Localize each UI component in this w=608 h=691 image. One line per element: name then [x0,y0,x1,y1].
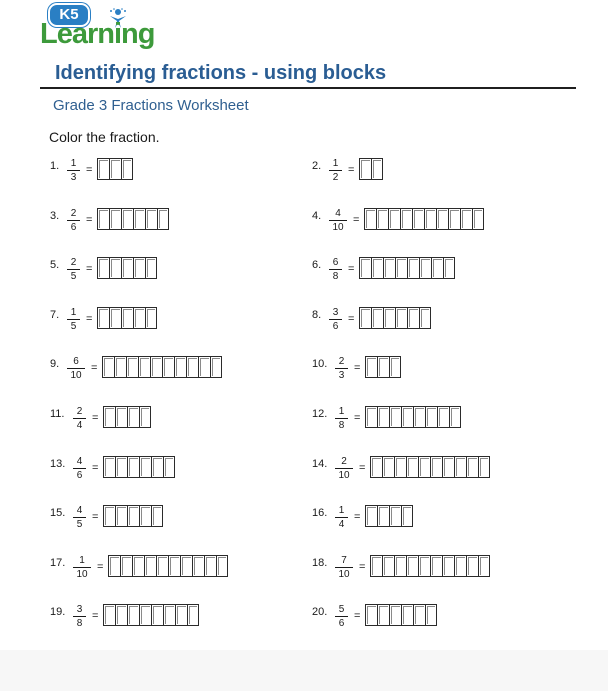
fraction-numerator: 6 [67,356,85,369]
fraction-blocks [103,604,199,626]
fraction-block[interactable] [388,208,400,230]
fraction-block[interactable] [97,158,109,180]
fraction-block[interactable] [174,356,186,378]
fraction-block[interactable] [407,257,419,279]
fraction [73,604,86,629]
fraction-block[interactable] [394,555,406,577]
fraction-block[interactable] [419,307,431,329]
fraction-block[interactable] [157,208,169,230]
fraction-block[interactable] [127,456,139,478]
fraction-block[interactable] [394,456,406,478]
fraction-numerator: 1 [73,555,91,568]
fraction-block[interactable] [114,356,126,378]
fraction-block[interactable] [186,356,198,378]
fraction-block[interactable] [442,456,454,478]
fraction-block[interactable] [448,208,460,230]
fraction-numerator: 4 [73,505,86,518]
equals-sign: = [91,362,98,375]
fraction-block[interactable] [163,456,175,478]
fraction-block[interactable] [162,356,174,378]
fraction-numerator: 2 [67,208,80,221]
fraction-block[interactable] [425,406,437,428]
fraction-block[interactable] [168,555,180,577]
fraction-block[interactable] [449,406,461,428]
fraction-block[interactable] [139,505,151,527]
fraction-block[interactable] [138,356,150,378]
problem-number: 11. [50,408,65,420]
fraction-denominator: 6 [332,320,339,332]
fraction-block[interactable] [359,307,371,329]
fraction [73,406,86,431]
fraction-block[interactable] [97,307,109,329]
fraction-denominator: 6 [76,469,83,481]
fraction-numerator: 1 [335,406,348,419]
fraction-blocks [365,356,401,378]
fraction-block[interactable] [364,208,376,230]
fraction-block[interactable] [430,456,442,478]
fraction-blocks [370,555,490,577]
fraction [335,505,348,530]
fraction [329,158,342,183]
fraction [329,208,347,233]
fraction-block[interactable] [132,555,144,577]
equals-sign: = [86,213,93,226]
fraction-block[interactable] [198,356,210,378]
fraction-block[interactable] [145,257,157,279]
fraction-block[interactable] [371,257,383,279]
fraction-block[interactable] [454,456,466,478]
page-title: Identifying fractions - using blocks [55,62,387,84]
fraction-block[interactable] [121,257,133,279]
fraction-block[interactable] [150,356,162,378]
problem-number: 6. [312,259,322,272]
fraction [335,456,353,481]
fraction-blocks [103,406,151,428]
fraction-block[interactable] [365,604,377,626]
fraction-block[interactable] [163,604,175,626]
fraction-block[interactable] [103,406,115,428]
fraction-numerator: 6 [329,257,342,270]
fraction-block[interactable] [102,356,114,378]
problem-number: 14. [312,457,328,470]
fraction-denominator: 10 [338,469,350,481]
fraction-block[interactable] [389,356,401,378]
fraction-numerator: 2 [335,356,348,369]
fraction-blocks [359,257,455,279]
fraction-blocks [103,505,163,527]
equals-sign: = [92,461,99,474]
fraction-block[interactable] [133,208,145,230]
fraction-denominator: 6 [70,221,77,233]
fraction-block[interactable] [192,555,204,577]
fraction-denominator: 6 [338,618,345,630]
fraction-block[interactable] [431,257,443,279]
equals-sign: = [92,412,99,424]
fraction [329,257,342,282]
fraction-block[interactable] [204,555,216,577]
fraction-numerator: 1 [329,158,342,171]
fraction-denominator: 4 [76,420,83,431]
fraction-numerator: 7 [335,555,353,568]
fraction-block[interactable] [454,555,466,577]
fraction-block[interactable] [108,555,120,577]
fraction-block[interactable] [425,604,437,626]
fraction-block[interactable] [383,257,395,279]
problem-number: 17. [50,556,66,569]
problem-number: 8. [312,308,322,321]
fraction-block[interactable] [401,604,413,626]
fraction-block[interactable] [115,406,127,428]
equals-sign: = [348,164,355,176]
fraction-block[interactable] [139,456,151,478]
fraction-block[interactable] [127,604,139,626]
fraction [73,505,86,530]
fraction-block[interactable] [133,257,145,279]
fraction-block[interactable] [109,257,121,279]
fraction-block[interactable] [472,208,484,230]
equals-sign: = [353,213,360,226]
equals-sign: = [86,263,93,276]
fraction [335,555,353,580]
fraction-block[interactable] [365,505,377,527]
fraction-block[interactable] [145,208,157,230]
fraction-block[interactable] [180,555,192,577]
fraction-denominator: 5 [70,320,77,332]
fraction-block[interactable] [389,406,401,428]
fraction-block[interactable] [115,604,127,626]
fraction-blocks [97,208,169,230]
fraction-block[interactable] [376,208,388,230]
fraction-blocks [97,257,157,279]
fraction-block[interactable] [121,307,133,329]
page-bottom-margin [0,650,608,691]
fraction-block[interactable] [407,307,419,329]
fraction-denominator: 8 [332,271,339,283]
fraction-block[interactable] [406,555,418,577]
fraction-block[interactable] [418,456,430,478]
problem-number: 16. [312,507,328,520]
fraction-blocks [103,456,175,478]
fraction-denominator: 10 [332,221,344,233]
equals-sign: = [354,511,361,524]
fraction-block[interactable] [437,406,449,428]
problem-number: 5. [50,259,60,272]
fraction-block[interactable] [395,257,407,279]
equals-sign: = [348,263,355,276]
fraction-blocks [364,208,484,230]
logo-badge: K5 [48,3,90,27]
fraction [67,158,80,183]
fraction-block[interactable] [151,604,163,626]
equals-sign: = [359,461,366,474]
problem-number: 1. [50,160,60,172]
problem-number: 13. [50,457,66,470]
fraction-block[interactable] [430,555,442,577]
fraction-blocks [97,307,157,329]
fraction-block[interactable] [144,555,156,577]
fraction-denominator: 10 [76,568,88,580]
fraction-denominator: 10 [70,370,82,382]
fraction-block[interactable] [120,555,132,577]
fraction-block[interactable] [139,604,151,626]
fraction-block[interactable] [103,456,115,478]
fraction-block[interactable] [216,555,228,577]
fraction-block[interactable] [370,456,382,478]
title-divider [40,87,576,89]
fraction-blocks [108,555,228,577]
fraction-denominator: 3 [70,172,77,183]
fraction-numerator: 4 [73,456,86,469]
fraction-block[interactable] [466,555,478,577]
fraction-numerator: 5 [335,604,348,617]
equals-sign: = [86,164,93,176]
fraction-denominator: 5 [70,271,77,283]
fraction-block[interactable] [377,505,389,527]
fraction-block[interactable] [370,555,382,577]
problem-number: 15. [50,507,66,520]
fraction-block[interactable] [382,555,394,577]
fraction-block[interactable] [371,158,383,180]
fraction-blocks [365,604,437,626]
fraction-block[interactable] [401,505,413,527]
equals-sign: = [86,312,93,325]
fraction-denominator: 8 [76,618,83,630]
fraction-block[interactable] [103,604,115,626]
fraction-block[interactable] [395,307,407,329]
fraction-block[interactable] [121,158,133,180]
fraction-numerator: 4 [329,208,347,221]
fraction-block[interactable] [127,406,139,428]
fraction-block[interactable] [442,555,454,577]
fraction-numerator: 3 [329,307,342,320]
fraction-block[interactable] [210,356,222,378]
fraction-block[interactable] [121,208,133,230]
problem-number: 7. [50,308,60,321]
fraction [73,555,91,580]
fraction-block[interactable] [115,456,127,478]
fraction-block[interactable] [400,208,412,230]
fraction-block[interactable] [97,208,109,230]
fraction-blocks [359,307,431,329]
fraction-block[interactable] [133,307,145,329]
fraction-blocks [365,505,413,527]
fraction-block[interactable] [436,208,448,230]
fraction-block[interactable] [139,406,151,428]
fraction-numerator: 3 [73,604,86,617]
fraction-block[interactable] [109,208,121,230]
fraction [67,208,80,233]
fraction-block[interactable] [460,208,472,230]
fraction-denominator: 2 [332,172,339,183]
problem-number: 19. [50,606,66,619]
fraction-block[interactable] [377,356,389,378]
problem-number: 2. [312,160,322,172]
fraction-block[interactable] [365,406,377,428]
fraction-block[interactable] [175,604,187,626]
fraction-block[interactable] [382,456,394,478]
fraction [335,604,348,629]
fraction [73,456,86,481]
problem-number: 12. [312,408,328,420]
fraction-block[interactable] [103,505,115,527]
fraction-numerator: 2 [67,257,80,270]
fraction-block[interactable] [418,555,430,577]
fraction-block[interactable] [359,257,371,279]
fraction [329,307,342,332]
fraction-block[interactable] [406,456,418,478]
fraction-block[interactable] [389,604,401,626]
fraction-block[interactable] [187,604,199,626]
problem-number: 18. [312,556,328,569]
fraction-block[interactable] [115,505,127,527]
fraction-block[interactable] [377,604,389,626]
fraction [67,307,80,332]
fraction-numerator: 1 [67,158,80,171]
fraction-numerator: 2 [335,456,353,469]
equals-sign: = [354,412,361,424]
fraction-block[interactable] [424,208,436,230]
problem-number: 10. [312,358,328,371]
fraction-block[interactable] [97,257,109,279]
fraction-block[interactable] [126,356,138,378]
problem-number: 4. [312,209,322,222]
problem-number: 20. [312,606,328,619]
page-subtitle: Grade 3 Fractions Worksheet [53,97,249,114]
fraction-block[interactable] [478,555,490,577]
fraction-block[interactable] [377,406,389,428]
fraction-numerator: 1 [67,307,80,320]
equals-sign: = [92,511,99,524]
fraction [335,406,348,431]
fraction-block[interactable] [412,208,424,230]
fraction-denominator: 4 [338,519,345,531]
fraction-block[interactable] [151,456,163,478]
equals-sign: = [359,560,366,573]
fraction-block[interactable] [156,555,168,577]
fraction-block[interactable] [413,604,425,626]
fraction-block[interactable] [365,356,377,378]
fraction-blocks [365,406,461,428]
fraction-blocks [359,158,383,180]
fraction-block[interactable] [389,505,401,527]
fraction [67,257,80,282]
equals-sign: = [354,610,361,623]
fraction-denominator: 5 [76,519,83,531]
equals-sign: = [97,560,104,573]
problem-number: 9. [50,358,60,371]
fraction-block[interactable] [478,456,490,478]
fraction-blocks [102,356,222,378]
k5-learning-logo[interactable] [40,2,160,52]
fraction-block[interactable] [151,505,163,527]
fraction-block[interactable] [109,307,121,329]
fraction [67,356,85,381]
fraction-blocks [370,456,490,478]
problem-number: 3. [50,209,60,222]
fraction [335,356,348,381]
fraction-block[interactable] [413,406,425,428]
fraction-block[interactable] [109,158,121,180]
fraction-block[interactable] [359,158,371,180]
fraction-block[interactable] [145,307,157,329]
instructions-text: Color the fraction. [49,129,160,145]
fraction-denominator: 10 [338,568,350,580]
fraction-denominator: 3 [338,370,345,382]
fraction-block[interactable] [383,307,395,329]
fraction-denominator: 8 [338,420,345,431]
fraction-block[interactable] [401,406,413,428]
fraction-numerator: 2 [73,406,86,419]
fraction-block[interactable] [419,257,431,279]
equals-sign: = [92,610,99,623]
equals-sign: = [348,312,355,325]
logo-wordmark: Learning [40,18,155,50]
fraction-block[interactable] [371,307,383,329]
fraction-block[interactable] [443,257,455,279]
equals-sign: = [354,362,361,375]
fraction-block[interactable] [127,505,139,527]
fraction-blocks [97,158,133,180]
fraction-numerator: 1 [335,505,348,518]
fraction-block[interactable] [466,456,478,478]
